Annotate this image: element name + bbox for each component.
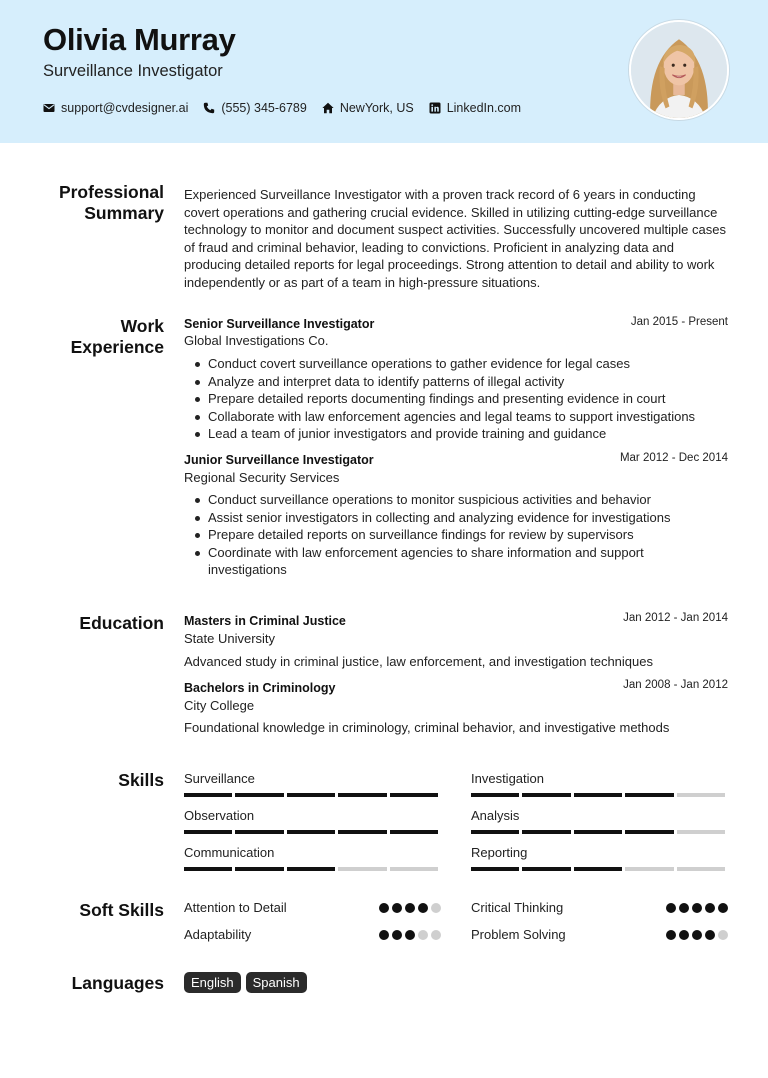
skill-level-bar <box>184 867 441 871</box>
job-bullets <box>190 355 730 443</box>
phone-icon <box>203 102 215 114</box>
skill-label: Observation <box>184 808 255 823</box>
list-item: Conduct covert surveillance operations to gather evidence for legal cases <box>190 355 730 373</box>
skill-item <box>471 845 728 871</box>
contact-location <box>322 101 414 115</box>
summary-heading <box>0 182 164 224</box>
list-item: Analyze and interpret data to identify patterns of illegal activity <box>190 373 730 391</box>
skill-level-segment <box>677 867 725 871</box>
soft-skill-rating <box>376 930 441 940</box>
skill-level-segment <box>574 867 622 871</box>
contact-linkedin-text: LinkedIn.com <box>446 101 522 115</box>
rating-dot <box>718 930 728 940</box>
skill-level-segment <box>235 793 283 797</box>
skill-item <box>184 845 441 871</box>
soft-skills-heading: Soft Skills <box>79 900 164 920</box>
skill-label: Communication <box>184 845 275 860</box>
school-name: City College <box>184 698 255 713</box>
language-badge: English <box>184 972 241 993</box>
skill-level-segment <box>625 867 673 871</box>
rating-dot <box>392 903 402 913</box>
list-item: Prepare detailed reports on surveillance findings for review by supervisors <box>190 526 730 544</box>
rating-dot <box>431 903 441 913</box>
skill-level-segment <box>522 830 570 834</box>
job-date: Mar 2012 - Dec 2014 <box>619 452 728 464</box>
skill-level-bar <box>471 830 728 834</box>
list-item: Assist senior investigators in collecting and analyzing evidence for investigations <box>190 509 730 527</box>
skill-level-segment <box>574 793 622 797</box>
work-heading <box>0 316 164 358</box>
job-org: Global Investigations Co. <box>184 333 329 348</box>
rating-dot <box>666 903 676 913</box>
soft-skill-rating <box>663 903 728 913</box>
rating-dot <box>718 903 728 913</box>
skill-level-segment <box>235 830 283 834</box>
skill-level-segment <box>471 830 519 834</box>
rating-dot <box>666 930 676 940</box>
degree-title: Masters in Criminal Justice <box>184 614 346 628</box>
skill-level-segment <box>287 830 335 834</box>
rating-dot <box>392 930 402 940</box>
list-item: Coordinate with law enforcement agencies to share information and support investigations <box>190 544 670 579</box>
skill-level-segment <box>390 867 438 871</box>
education-date: Jan 2012 - Jan 2014 <box>623 612 728 624</box>
education-heading: Education <box>79 613 164 633</box>
skill-level-segment <box>390 793 438 797</box>
list-item: Lead a team of junior investigators and provide training and guidance <box>190 425 730 443</box>
rating-dot <box>405 930 415 940</box>
skill-label: Analysis <box>471 808 520 823</box>
header-banner <box>0 0 768 143</box>
soft-skill-rating <box>376 903 441 913</box>
summary-text: Experienced Surveillance Investigator with a proven track record of 6 years in conducting covert operations and gathering crucial evidence. Skilled in utilizing cutting-edge surveillance technology to monitor and document suspect activities. Successfully uncovered multiple cases of fraud and criminal behavior, leading to convictions. Proficient in analyzing data and producing detailed reports for legal proceedings. Strong attention to detail and ability to work independently or as part of a team in high-pressure situations. <box>184 187 726 290</box>
soft-skill-rating <box>663 930 728 940</box>
skill-level-segment <box>677 793 725 797</box>
linkedin-icon <box>429 102 441 114</box>
summary-heading-line1: Professional <box>58 182 164 202</box>
work-heading-line2: Experience <box>70 337 164 357</box>
education-desc: Foundational knowledge in criminology, criminal behavior, and investigative methods <box>184 720 670 735</box>
skill-level-segment <box>522 867 570 871</box>
skill-level-segment <box>471 793 519 797</box>
skill-level-segment <box>338 793 386 797</box>
job-org: Regional Security Services <box>184 470 340 485</box>
skill-level-segment <box>184 867 232 871</box>
soft-skill-label: Attention to Detail <box>184 900 287 915</box>
skill-level-bar <box>184 830 441 834</box>
job-bullets <box>190 491 730 579</box>
school-name: State University <box>184 631 276 646</box>
skill-level-segment <box>287 867 335 871</box>
skill-level-segment <box>625 830 673 834</box>
candidate-title: Surveillance Investigator <box>43 62 223 80</box>
job-date: Jan 2015 - Present <box>630 316 728 328</box>
rating-dot <box>405 903 415 913</box>
rating-dot <box>379 903 389 913</box>
skill-item <box>471 771 728 797</box>
contact-linkedin[interactable] <box>429 101 521 115</box>
skill-level-segment <box>338 867 386 871</box>
contact-row <box>43 101 536 115</box>
skill-item <box>184 808 441 834</box>
skill-level-segment <box>390 830 438 834</box>
profile-photo <box>629 20 729 120</box>
rating-dot <box>705 903 715 913</box>
mail-icon <box>43 102 55 114</box>
contact-location-text: NewYork, US <box>339 101 414 115</box>
summary-heading-line2: Summary <box>84 203 164 223</box>
skill-level-bar <box>471 793 728 797</box>
language-badge: Spanish <box>246 972 307 993</box>
skill-item <box>184 771 441 797</box>
list-item: Collaborate with law enforcement agencies and legal teams to support investigations <box>190 408 730 426</box>
skill-level-bar <box>184 793 441 797</box>
skill-label: Reporting <box>471 845 528 860</box>
skill-level-segment <box>677 830 725 834</box>
soft-skill-label: Problem Solving <box>471 927 566 942</box>
contact-phone-text: (555) 345-6789 <box>221 101 307 115</box>
skill-level-segment <box>184 793 232 797</box>
soft-skill-item <box>471 900 728 915</box>
job-role: Junior Surveillance Investigator <box>184 453 374 467</box>
list-item: Prepare detailed reports documenting findings and presenting evidence in court <box>190 390 730 408</box>
soft-skill-label: Adaptability <box>184 927 252 942</box>
job-role: Senior Surveillance Investigator <box>184 317 375 331</box>
soft-skill-item <box>471 927 728 942</box>
rating-dot <box>418 903 428 913</box>
rating-dot <box>431 930 441 940</box>
rating-dot <box>692 930 702 940</box>
soft-skill-label: Critical Thinking <box>471 900 564 915</box>
languages-list <box>184 972 312 993</box>
skill-level-segment <box>235 867 283 871</box>
skill-level-segment <box>471 867 519 871</box>
work-heading-line1: Work <box>120 316 164 336</box>
rating-dot <box>692 903 702 913</box>
education-date: Jan 2008 - Jan 2012 <box>623 679 728 691</box>
languages-heading: Languages <box>71 973 164 993</box>
soft-skill-item <box>184 900 441 915</box>
skill-level-segment <box>184 830 232 834</box>
skill-label: Investigation <box>471 771 544 786</box>
degree-title: Bachelors in Criminology <box>184 681 336 695</box>
contact-phone[interactable] <box>203 101 306 115</box>
skill-level-bar <box>471 867 728 871</box>
rating-dot <box>679 930 689 940</box>
contact-email-text: support@cvdesigner.ai <box>61 101 189 115</box>
skill-level-segment <box>522 793 570 797</box>
soft-skill-item <box>184 927 441 942</box>
candidate-name: Olivia Murray <box>43 22 236 57</box>
skill-level-segment <box>338 830 386 834</box>
rating-dot <box>705 930 715 940</box>
rating-dot <box>379 930 389 940</box>
skills-heading: Skills <box>118 770 164 790</box>
skill-label: Surveillance <box>184 771 255 786</box>
skill-item <box>471 808 728 834</box>
rating-dot <box>679 903 689 913</box>
skill-level-segment <box>574 830 622 834</box>
contact-email[interactable] <box>43 101 188 115</box>
education-desc: Advanced study in criminal justice, law enforcement, and investigation techniques <box>184 654 653 669</box>
list-item: Conduct surveillance operations to monitor suspicious activities and behavior <box>190 491 730 509</box>
skill-level-segment <box>625 793 673 797</box>
home-icon <box>322 102 334 114</box>
skill-level-segment <box>287 793 335 797</box>
rating-dot <box>418 930 428 940</box>
